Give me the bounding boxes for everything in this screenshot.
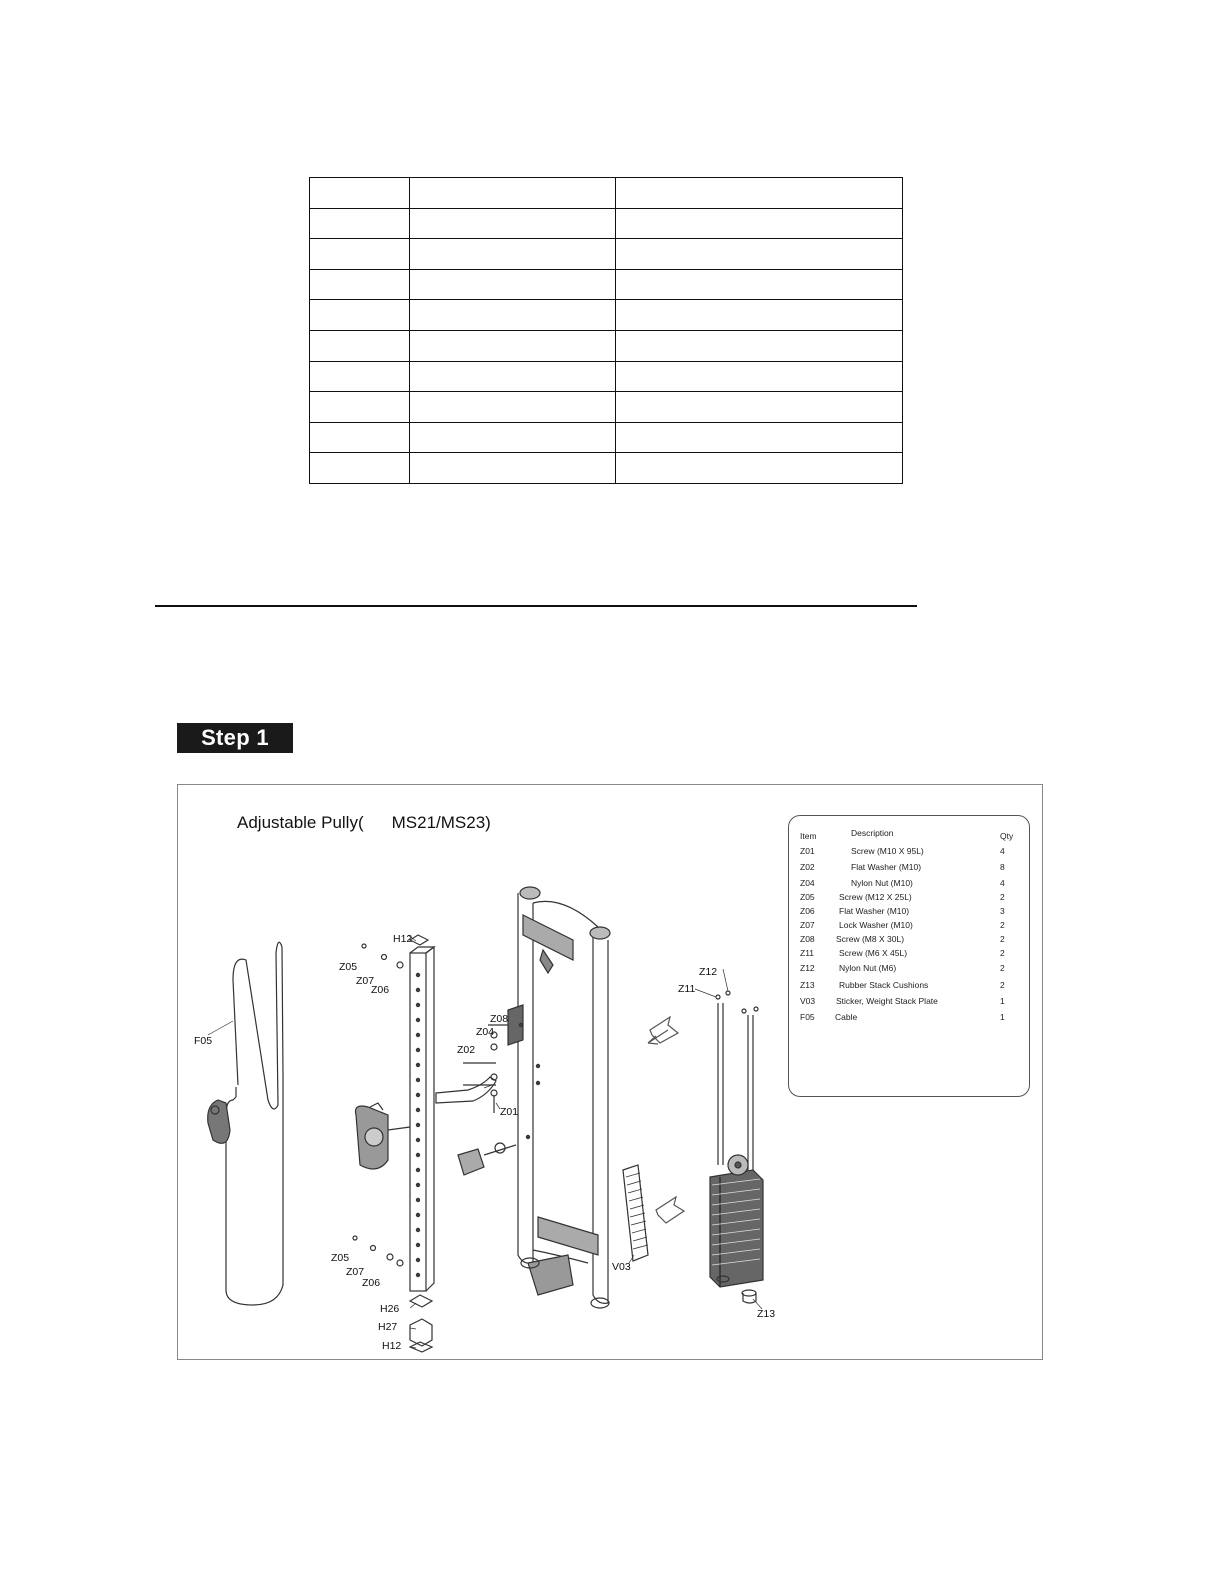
part-qty: 2 <box>1000 892 1005 902</box>
part-description: Screw (M8 X 30L) <box>836 934 905 944</box>
part-description: Lock Washer (M10) <box>839 920 913 930</box>
parts-row <box>789 948 1029 960</box>
table-row <box>310 178 903 209</box>
table-cell <box>310 392 410 423</box>
table-cell <box>616 330 903 361</box>
table-cell <box>410 300 616 331</box>
table-cell <box>616 361 903 392</box>
part-description: Cable <box>835 1012 858 1022</box>
callout-h27: H27 <box>378 1321 398 1333</box>
part-item: Z06 <box>800 906 815 916</box>
table-cell <box>310 361 410 392</box>
table-row <box>310 208 903 239</box>
parts-row <box>789 1012 1029 1024</box>
part-qty: 8 <box>1000 862 1005 872</box>
table-cell <box>616 392 903 423</box>
main-frame-drawing <box>436 887 610 1308</box>
part-description: Flat Washer (M10) <box>839 906 910 916</box>
part-qty: 4 <box>1000 846 1005 856</box>
table-cell <box>310 453 410 484</box>
part-qty: 3 <box>1000 906 1005 916</box>
callout-h12-top: H12 <box>393 933 413 945</box>
part-item: Z08 <box>800 934 815 944</box>
parts-row <box>789 846 1029 858</box>
parts-row <box>789 980 1029 992</box>
part-item: Z13 <box>800 980 815 990</box>
part-item: Z12 <box>800 963 815 973</box>
callout-z04: Z04 <box>476 1026 495 1038</box>
diagram-title-prefix: Adjustable Pully( <box>237 813 364 832</box>
table-row <box>310 453 903 484</box>
callout-z06-top: Z06 <box>371 984 390 996</box>
table-cell <box>410 361 616 392</box>
table-row <box>310 361 903 392</box>
cable-drawing <box>208 942 283 1305</box>
callout-z05-top: Z05 <box>339 961 358 973</box>
table-cell <box>616 300 903 331</box>
part-item: V03 <box>800 996 816 1006</box>
section-divider <box>155 605 917 607</box>
part-description: Rubber Stack Cushions <box>839 980 929 990</box>
callout-z07-bottom: Z07 <box>346 1266 365 1278</box>
callout-z05-bottom: Z05 <box>331 1252 350 1264</box>
table-cell <box>310 269 410 300</box>
parts-row <box>789 862 1029 874</box>
callout-z12: Z12 <box>699 966 718 978</box>
parts-list <box>788 815 1030 1097</box>
part-qty: 1 <box>1000 1012 1005 1022</box>
part-qty: 2 <box>1000 980 1005 990</box>
parts-list-header <box>789 828 1029 840</box>
part-item: Z07 <box>800 920 815 930</box>
header-qty: Qty <box>1000 831 1014 841</box>
parts-row <box>789 934 1029 946</box>
part-qty: 2 <box>1000 963 1005 973</box>
table-row <box>310 392 903 423</box>
header-description: Description <box>851 828 894 838</box>
parts-row <box>789 892 1029 904</box>
parts-row <box>789 878 1029 890</box>
callout-z02: Z02 <box>457 1044 476 1056</box>
table-cell <box>310 178 410 209</box>
table-cell <box>410 392 616 423</box>
table-cell <box>410 208 616 239</box>
table-cell <box>410 178 616 209</box>
callout-z07-top: Z07 <box>356 975 375 987</box>
part-description: Screw (M12 X 25L) <box>839 892 912 902</box>
callout-h12-bottom: H12 <box>382 1340 402 1352</box>
part-qty: 2 <box>1000 934 1005 944</box>
parts-row <box>789 963 1029 975</box>
parts-row <box>789 906 1029 918</box>
weight-stack-sticker-drawing <box>623 1165 648 1261</box>
diagram-title-models: MS21/MS23) <box>391 813 491 832</box>
table-cell <box>616 453 903 484</box>
callout-h26: H26 <box>380 1303 400 1315</box>
table-cell <box>616 239 903 270</box>
part-item: Z05 <box>800 892 815 902</box>
callout-z13: Z13 <box>757 1308 776 1320</box>
part-description: Sticker, Weight Stack Plate <box>836 996 938 1006</box>
table-row <box>310 300 903 331</box>
part-item: Z01 <box>800 846 815 856</box>
table-row <box>310 330 903 361</box>
table-cell <box>410 330 616 361</box>
callout-v03: V03 <box>612 1261 631 1273</box>
pulley-carriage-drawing <box>356 1103 411 1169</box>
table-row <box>310 269 903 300</box>
part-item: Z04 <box>800 878 815 888</box>
part-item: Z11 <box>800 948 815 958</box>
table-cell <box>310 208 410 239</box>
table-cell <box>616 208 903 239</box>
table-row <box>310 422 903 453</box>
table-cell <box>310 300 410 331</box>
table-cell <box>616 178 903 209</box>
parts-row <box>789 920 1029 932</box>
callout-z06-bottom: Z06 <box>362 1277 381 1289</box>
parts-row <box>789 996 1029 1008</box>
callout-z11: Z11 <box>678 983 696 995</box>
part-description: Flat Washer (M10) <box>851 862 922 872</box>
table-cell <box>410 422 616 453</box>
table-cell <box>410 239 616 270</box>
part-description: Screw (M6 X 45L) <box>839 948 908 958</box>
part-qty: 1 <box>1000 996 1005 1006</box>
table-cell <box>616 269 903 300</box>
part-description: Nylon Nut (M10) <box>851 878 913 888</box>
direction-arrows <box>648 1017 684 1361</box>
table-cell <box>410 453 616 484</box>
callout-f05: F05 <box>194 1035 213 1047</box>
part-qty: 4 <box>1000 878 1005 888</box>
part-item: F05 <box>800 1012 815 1022</box>
part-qty: 2 <box>1000 920 1005 930</box>
step-label: Step 1 <box>177 723 293 753</box>
table-cell <box>616 422 903 453</box>
table-cell <box>410 269 616 300</box>
table-cell <box>310 422 410 453</box>
part-description: Screw (M10 X 95L) <box>851 846 924 856</box>
table-cell <box>310 239 410 270</box>
part-item: Z02 <box>800 862 815 872</box>
part-qty: 2 <box>1000 948 1005 958</box>
table-cell <box>310 330 410 361</box>
header-item: Item <box>800 831 817 841</box>
table-row <box>310 239 903 270</box>
weight-stack-drawing <box>710 991 763 1303</box>
callout-z08: Z08 <box>490 1013 509 1025</box>
empty-parts-grid <box>309 177 903 484</box>
callout-z01: Z01 <box>500 1106 519 1118</box>
part-description: Nylon Nut (M6) <box>839 963 897 973</box>
assembly-diagram <box>177 784 1043 1360</box>
